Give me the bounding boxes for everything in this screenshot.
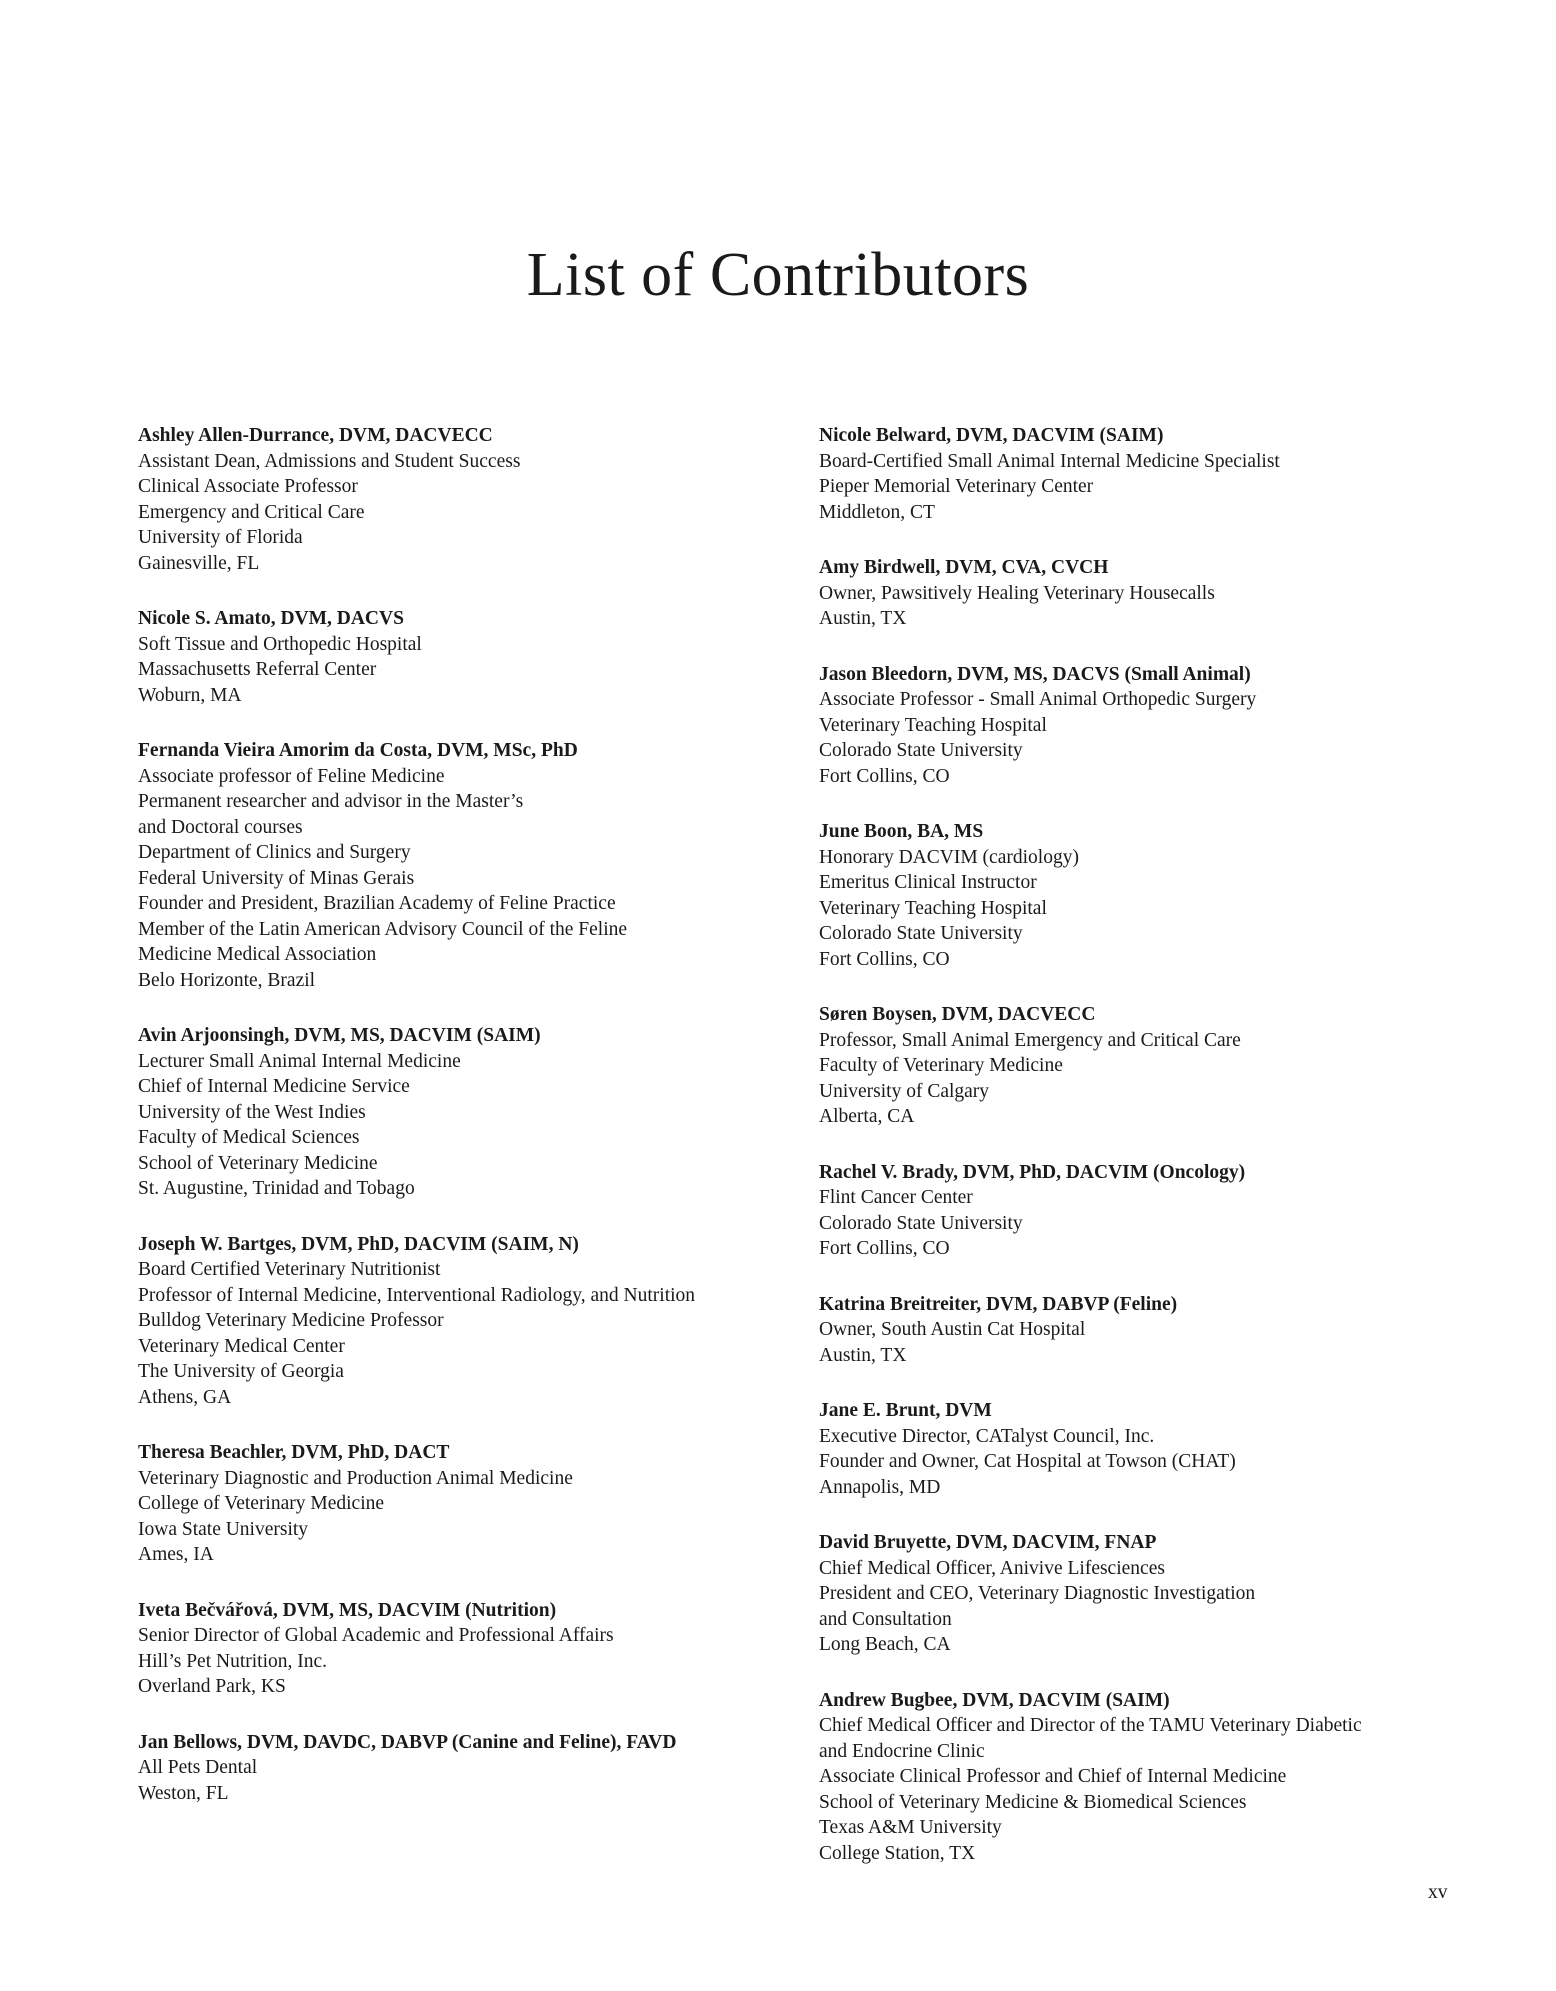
affiliation-line: Austin, TX bbox=[819, 1344, 907, 1366]
affiliation-line: Associate Clinical Professor and Chief of Internal Medicine bbox=[819, 1766, 1287, 1787]
right-contributor-column bbox=[819, 423, 1459, 1896]
contributor-entry bbox=[819, 1688, 1459, 1867]
affiliation-line: Board Certified Veterinary Nutritionist bbox=[138, 1259, 441, 1280]
affiliation-line: Medicine Medical Association bbox=[138, 944, 377, 965]
affiliation-line: Faculty of Veterinary Medicine bbox=[819, 1055, 1063, 1076]
contributor-entry bbox=[138, 423, 788, 576]
affiliation-line: Texas A&M University bbox=[819, 1817, 1002, 1838]
affiliation-line: Colorado State University bbox=[819, 923, 1023, 944]
affiliation-line: President and CEO, Veterinary Diagnostic Investigation bbox=[819, 1583, 1256, 1604]
contributor-name: Amy Birdwell, DVM, CVA, CVCH bbox=[819, 557, 1109, 578]
affiliation-line: Chief Medical Officer and Director of the TAMU Veterinary Diabetic bbox=[819, 1715, 1362, 1736]
contributor-name: Katrina Breitreiter, DVM, DABVP (Feline) bbox=[819, 1293, 1178, 1315]
contributor-name: Ashley Allen-Durrance, DVM, DACVECC bbox=[138, 425, 493, 446]
contributor-entry bbox=[819, 819, 1459, 972]
contributor-name: Avin Arjoonsingh, DVM, MS, DACVIM (SAIM) bbox=[138, 1025, 541, 1046]
affiliation-line: Ames, IA bbox=[138, 1544, 214, 1565]
contributor-name: Nicole Belward, DVM, DACVIM (SAIM) bbox=[819, 425, 1164, 446]
affiliation-line: Associate professor of Feline Medicine bbox=[138, 765, 445, 787]
affiliation-line: Belo Horizonte, Brazil bbox=[138, 969, 316, 991]
affiliation-line: Veterinary Diagnostic and Production Animal Medicine bbox=[138, 1467, 573, 1489]
contributor-entry bbox=[138, 1023, 788, 1202]
affiliation-line: Overland Park, KS bbox=[138, 1676, 286, 1697]
affiliation-line: Veterinary Teaching Hospital bbox=[819, 714, 1047, 736]
affiliation-line: All Pets Dental bbox=[138, 1757, 258, 1778]
affiliation-line: Fort Collins, CO bbox=[819, 948, 950, 970]
affiliation-line: Owner, Pawsitively Healing Veterinary Housecalls bbox=[819, 582, 1215, 604]
contributor-name: Iveta Bečvářová, DVM, MS, DACVIM (Nutrition) bbox=[138, 1599, 557, 1621]
affiliation-line: Middleton, CT bbox=[819, 501, 935, 523]
contributor-name: Joseph W. Bartges, DVM, PhD, DACVIM (SAIM, N) bbox=[138, 1233, 579, 1255]
affiliation-line: Annapolis, MD bbox=[819, 1476, 941, 1498]
contributor-entry bbox=[819, 1292, 1459, 1369]
affiliation-line: Alberta, CA bbox=[819, 1106, 915, 1127]
contributor-name: Rachel V. Brady, DVM, PhD, DACVIM (Oncology) bbox=[819, 1161, 1246, 1183]
affiliation-line: Gainesville, FL bbox=[138, 552, 260, 574]
contributor-name: David Bruyette, DVM, DACVIM, FNAP bbox=[819, 1532, 1157, 1553]
affiliation-line: University of the West Indies bbox=[138, 1101, 366, 1123]
affiliation-line: School of Veterinary Medicine & Biomedical Sciences bbox=[819, 1791, 1247, 1813]
affiliation-line: Bulldog Veterinary Medicine Professor bbox=[138, 1310, 444, 1331]
affiliation-line: University of Florida bbox=[138, 527, 303, 548]
affiliation-line: Flint Cancer Center bbox=[819, 1187, 973, 1208]
page-title: List of Contributors bbox=[526, 241, 1030, 309]
contributor-entry bbox=[819, 1160, 1459, 1262]
affiliation-line: Emergency and Critical Care bbox=[138, 501, 365, 523]
contributor-name: June Boon, BA, MS bbox=[819, 821, 984, 842]
affiliation-line: Iowa State University bbox=[138, 1518, 309, 1540]
affiliation-line: Associate Professor - Small Animal Orthopedic Surgery bbox=[819, 689, 1257, 710]
affiliation-line: Veterinary Medical Center bbox=[138, 1335, 345, 1357]
affiliation-line: Woburn, MA bbox=[138, 684, 242, 706]
affiliation-line: Fort Collins, CO bbox=[819, 1238, 950, 1259]
affiliation-line: St. Augustine, Trinidad and Tobago bbox=[138, 1178, 415, 1199]
affiliation-line: Emeritus Clinical Instructor bbox=[819, 872, 1037, 893]
affiliation-line: Pieper Memorial Veterinary Center bbox=[819, 476, 1094, 497]
affiliation-line: and Consultation bbox=[819, 1608, 952, 1630]
affiliation-line: Department of Clinics and Surgery bbox=[138, 842, 411, 863]
contributor-name: Jan Bellows, DVM, DAVDC, DABVP (Canine and Feline), FAVD bbox=[138, 1731, 677, 1753]
affiliation-line: Weston, FL bbox=[138, 1782, 229, 1804]
affiliation-line: Owner, South Austin Cat Hospital bbox=[819, 1319, 1086, 1340]
contributor-entry bbox=[138, 1730, 788, 1807]
contributor-name: Søren Boysen, DVM, DACVECC bbox=[819, 1004, 1096, 1025]
affiliation-line: Professor of Internal Medicine, Interventional Radiology, and Nutrition bbox=[138, 1284, 696, 1306]
affiliation-line: Clinical Associate Professor bbox=[138, 476, 358, 497]
affiliation-line: Veterinary Teaching Hospital bbox=[819, 897, 1047, 919]
contributor-entry bbox=[819, 1002, 1459, 1130]
contributor-entry bbox=[138, 606, 788, 708]
affiliation-line: College of Veterinary Medicine bbox=[138, 1493, 385, 1514]
affiliation-line: Federal University of Minas Gerais bbox=[138, 867, 415, 889]
affiliation-line: Permanent researcher and advisor in the Master’s bbox=[138, 791, 524, 812]
contributor-entry bbox=[819, 555, 1459, 632]
affiliation-line: College Station, TX bbox=[819, 1842, 976, 1864]
affiliation-line: Austin, TX bbox=[819, 608, 907, 629]
affiliation-line: Chief Medical Officer, Anivive Lifesciences bbox=[819, 1557, 1165, 1579]
contributor-entry bbox=[819, 662, 1459, 790]
affiliation-line: Founder and Owner, Cat Hospital at Towson (CHAT) bbox=[819, 1451, 1236, 1472]
affiliation-line: Colorado State University bbox=[819, 740, 1023, 761]
affiliation-line: Colorado State University bbox=[819, 1212, 1023, 1234]
affiliation-line: Founder and President, Brazilian Academy of Feline Practice bbox=[138, 893, 616, 914]
contributor-name: Andrew Bugbee, DVM, DACVIM (SAIM) bbox=[819, 1689, 1170, 1711]
affiliation-line: Chief of Internal Medicine Service bbox=[138, 1076, 410, 1097]
contributor-entry bbox=[819, 1530, 1459, 1658]
affiliation-line: Assistant Dean, Admissions and Student Success bbox=[138, 450, 521, 472]
contributor-entry bbox=[819, 423, 1459, 525]
affiliation-line: School of Veterinary Medicine bbox=[138, 1152, 378, 1174]
contributor-name: Fernanda Vieira Amorim da Costa, DVM, MSc, PhD bbox=[138, 740, 578, 761]
affiliation-line: Honorary DACVIM (cardiology) bbox=[819, 846, 1079, 868]
affiliation-line: Professor, Small Animal Emergency and Critical Care bbox=[819, 1029, 1241, 1051]
affiliation-line: Massachusetts Referral Center bbox=[138, 659, 377, 680]
contributor-name: Nicole S. Amato, DVM, DACVS bbox=[138, 608, 404, 629]
affiliation-line: Senior Director of Global Academic and Professional Affairs bbox=[138, 1625, 614, 1646]
affiliation-line: Faculty of Medical Sciences bbox=[138, 1127, 360, 1148]
contributor-entry bbox=[138, 738, 788, 993]
contributor-entry bbox=[138, 1232, 788, 1411]
contributor-entry bbox=[138, 1440, 788, 1568]
contributor-entry bbox=[819, 1398, 1459, 1500]
contributor-name: Jason Bleedorn, DVM, MS, DACVS (Small Animal) bbox=[819, 663, 1251, 685]
affiliation-line: Lecturer Small Animal Internal Medicine bbox=[138, 1050, 461, 1072]
affiliation-line: Hill’s Pet Nutrition, Inc. bbox=[138, 1650, 328, 1672]
affiliation-line: Soft Tissue and Orthopedic Hospital bbox=[138, 633, 422, 655]
contributor-entry bbox=[138, 1598, 788, 1700]
affiliation-line: and Endocrine Clinic bbox=[819, 1740, 985, 1762]
affiliation-line: Member of the Latin American Advisory Council of the Feline bbox=[138, 918, 628, 940]
affiliation-line: The University of Georgia bbox=[138, 1361, 344, 1382]
left-contributor-column bbox=[138, 423, 788, 1836]
contributor-name: Theresa Beachler, DVM, PhD, DACT bbox=[138, 1442, 450, 1463]
contributor-name: Jane E. Brunt, DVM bbox=[819, 1400, 992, 1421]
affiliation-line: Executive Director, CATalyst Council, Inc. bbox=[819, 1425, 1155, 1447]
affiliation-line: Athens, GA bbox=[138, 1386, 232, 1408]
affiliation-line: Board-Certified Small Animal Internal Medicine Specialist bbox=[819, 450, 1280, 472]
affiliation-line: and Doctoral courses bbox=[138, 816, 303, 838]
affiliation-line: University of Calgary bbox=[819, 1080, 990, 1102]
affiliation-line: Fort Collins, CO bbox=[819, 765, 950, 787]
page-number: xv bbox=[1428, 1882, 1448, 1903]
affiliation-line: Long Beach, CA bbox=[819, 1634, 951, 1655]
